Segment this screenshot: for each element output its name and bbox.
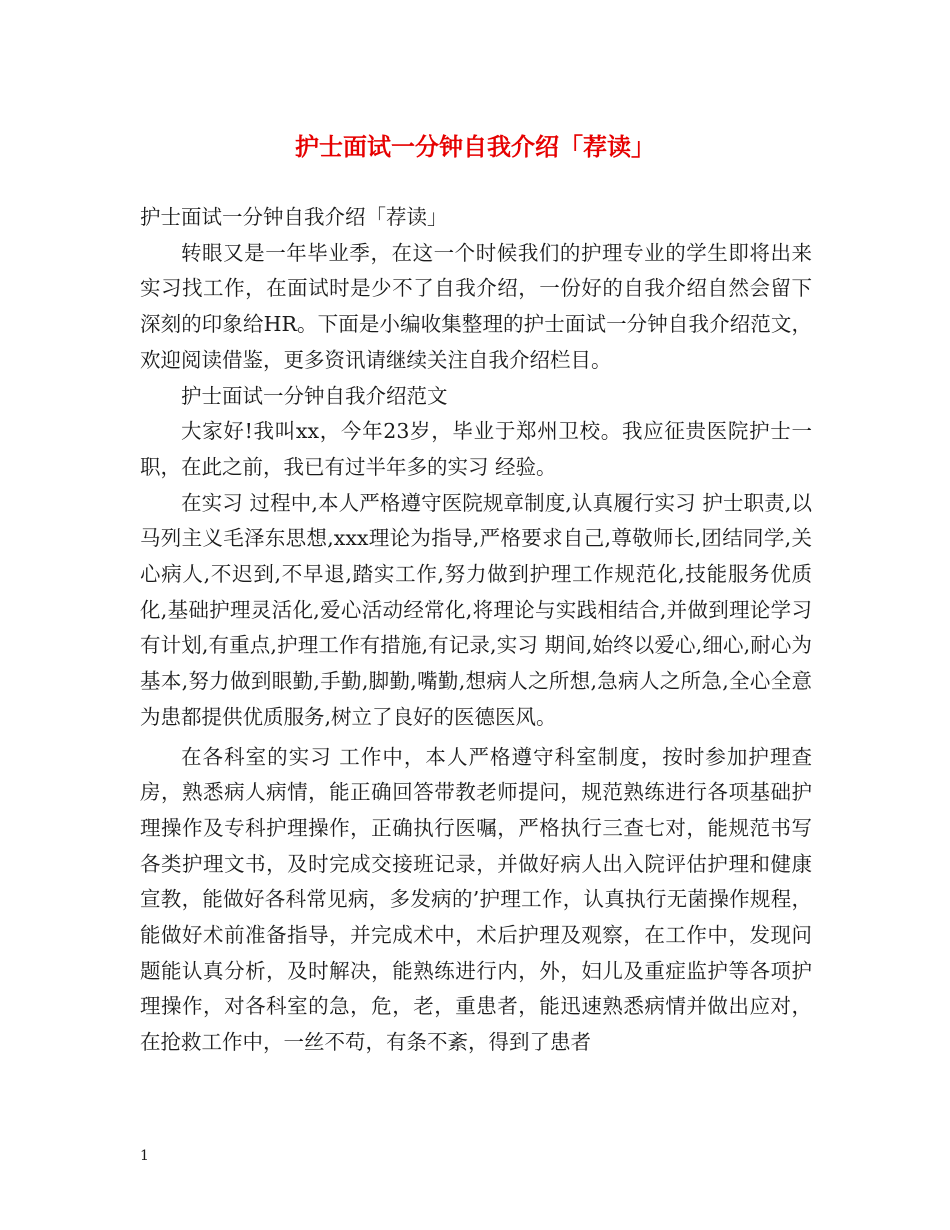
document-title: 护士面试一分钟自我介绍「荐读」 (295, 132, 655, 161)
document-body (140, 200, 812, 1061)
document-subtitle: 护士面试一分钟自我介绍「荐读」 (140, 205, 448, 229)
page-number: 1 (140, 1148, 149, 1164)
paragraph-departments: 在各科室的实习 工作中，本人严格遵守科室制度，按时参加护理查房，熟悉病人病情，能正确回答带教老师提问，规范熟练进行各项基础护理操作及专科护理操作，正确执行医嘱，严格执行三查七对，能规范书写各类护理文书，及时完成交接班记录，并做好病人出入院评估护理和健康宣教，能做好各科常见病，多发病的’护理工作，认真执行无菌操作规程，能做好术前准备指导，并完成术中，术后护理及观察，在工作中，发现问题能认真分析，及时解决，能熟练进行内，外，妇儿及重症监护等各项护理操作，对各科室的急，危，老，重患者，能迅速熟悉病情并做出应对，在抢救工作中，一丝不苟，有条不紊，得到了患者 (140, 744, 812, 1055)
paragraph-greeting: 大家好!我叫xx，今年23岁，毕业于郑州卫校。我应征贵医院护士一职，在此之前，我已有过半年多的实习 经验。 (140, 419, 812, 479)
intro-paragraph: 转眼又是一年毕业季，在这一个时候我们的护理专业的学生即将出来实习找工作，在面试时是少不了自我介绍，一份好的自我介绍自然会留下深刻的印象给HR。下面是小编收集整理的护士面试一分钟自我介绍范文，欢迎阅读借鉴，更多资讯请继续关注自我介绍栏目。 (140, 240, 812, 372)
paragraph-internship: 在实习 过程中,本人严格遵守医院规章制度,认真履行实习 护士职责,以马列主义毛泽东思想,xxx理论为指导,严格要求自己,尊敬师长,团结同学,关心病人,不迟到,不早退,踏实工作,努力做到护理工作规范化,技能服务优质化,基础护理灵活化,爱心活动经常化,将理论与实践相结合,并做到理论学习有计划,有重点,护理工作有措施,有记录,实习 期间,始终以爱心,细心,耐心为基本,努力做到眼勤,手勤,脚勤,嘴勤,想病人之所想,急病人之所急,全心全意为患都提供优质服务,树立了良好的医德医风。 (140, 490, 812, 729)
section-heading: 护士面试一分钟自我介绍范文 (181, 383, 448, 408)
